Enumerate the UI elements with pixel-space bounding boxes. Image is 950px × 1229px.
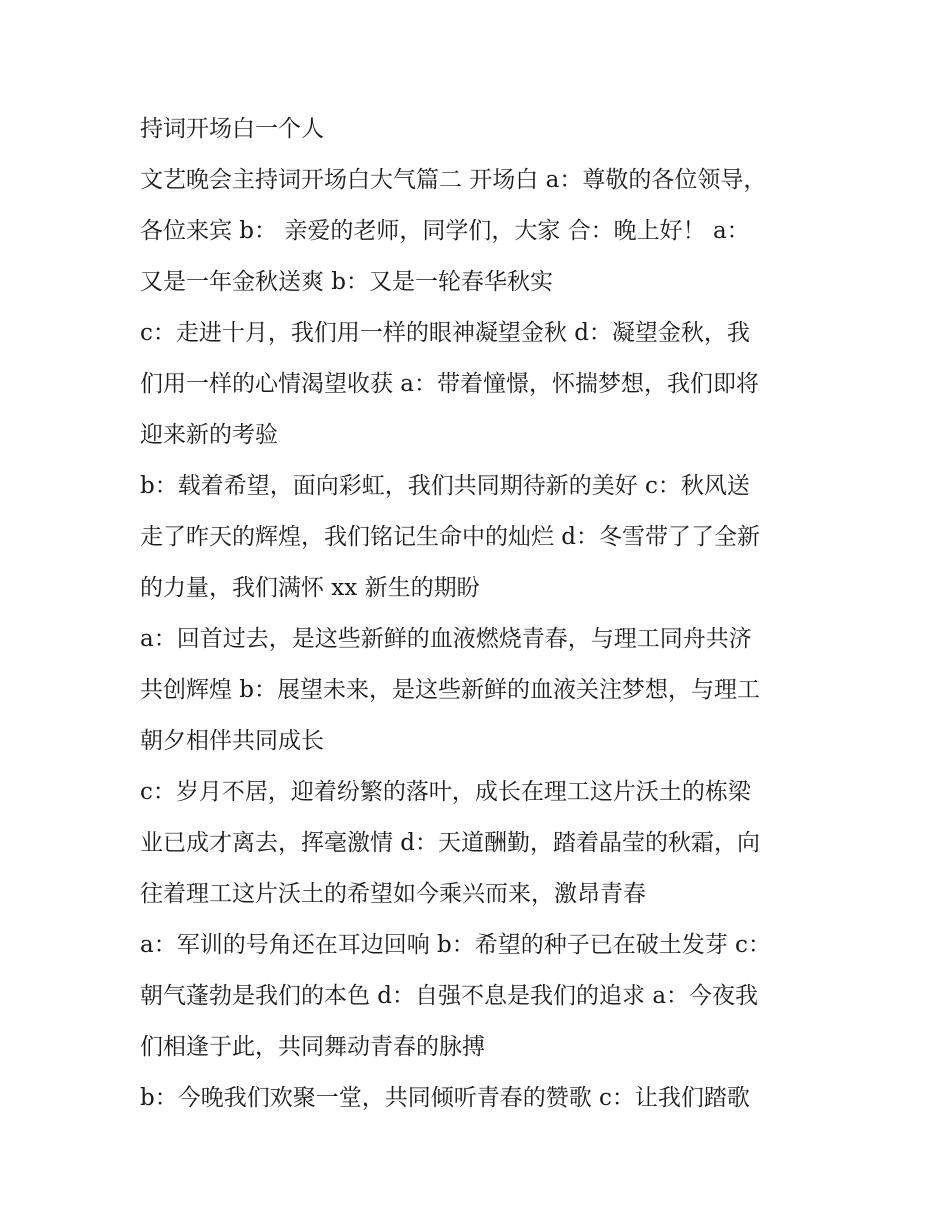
text-line: 文艺晚会主持词开场白大气篇二 开场白 a：尊敬的各位领导， [140,167,767,193]
text-line: 各位来宾 b： 亲爱的老师，同学们，大家 合：晚上好！ a： [140,218,750,244]
text-line: a：军训的号角还在耳边回响 b：希望的种子已在破土发芽 c： [140,932,771,958]
text-line: 持词开场白一个人 [140,116,324,142]
text-line: 走了昨天的辉煌，我们铭记生命中的灿烂 d：冬雪带了了全新 [140,524,761,550]
text-line: 们用一样的心情渴望收获 a：带着憧憬，怀揣梦想，我们即将 [140,371,760,397]
text-line: 又是一年金秋送爽 b：又是一轮春华秋实 [140,269,554,295]
text-line: 业已成才离去，挥毫激情 d：天道酬勤，踏着晶莹的秋霜，向 [140,830,761,856]
text-line: b：载着希望，面向彩虹，我们共同期待新的美好 c：秋风送 [140,473,750,499]
text-line: c：走进十月，我们用一样的眼神凝望金秋 d：凝望金秋，我 [140,320,750,346]
text-line: 的力量，我们满怀 xx 新生的期盼 [140,575,480,601]
document-body [140,104,820,1124]
text-line: b：今晚我们欢聚一堂，共同倾听青春的赞歌 c：让我们踏歌 [140,1085,750,1111]
text-line: 朝气蓬勃是我们的本色 d：自强不息是我们的追求 a：今夜我 [140,983,759,1009]
text-line: a：回首过去，是这些新鲜的血液燃烧青春，与理工同舟共济 [140,626,752,652]
text-line: c：岁月不居，迎着纷繁的落叶，成长在理工这片沃土的栋梁 [140,779,751,805]
text-line: 朝夕相伴共同成长 [140,728,324,754]
text-line: 们相逢于此，共同舞动青春的脉搏 [140,1034,485,1060]
text-line: 迎来新的考验 [140,422,278,448]
text-line: 往着理工这片沃土的希望如今乘兴而来，激昂青春 [140,881,646,907]
text-line: 共创辉煌 b：展望未来，是这些新鲜的血液关注梦想，与理工 [140,677,761,703]
